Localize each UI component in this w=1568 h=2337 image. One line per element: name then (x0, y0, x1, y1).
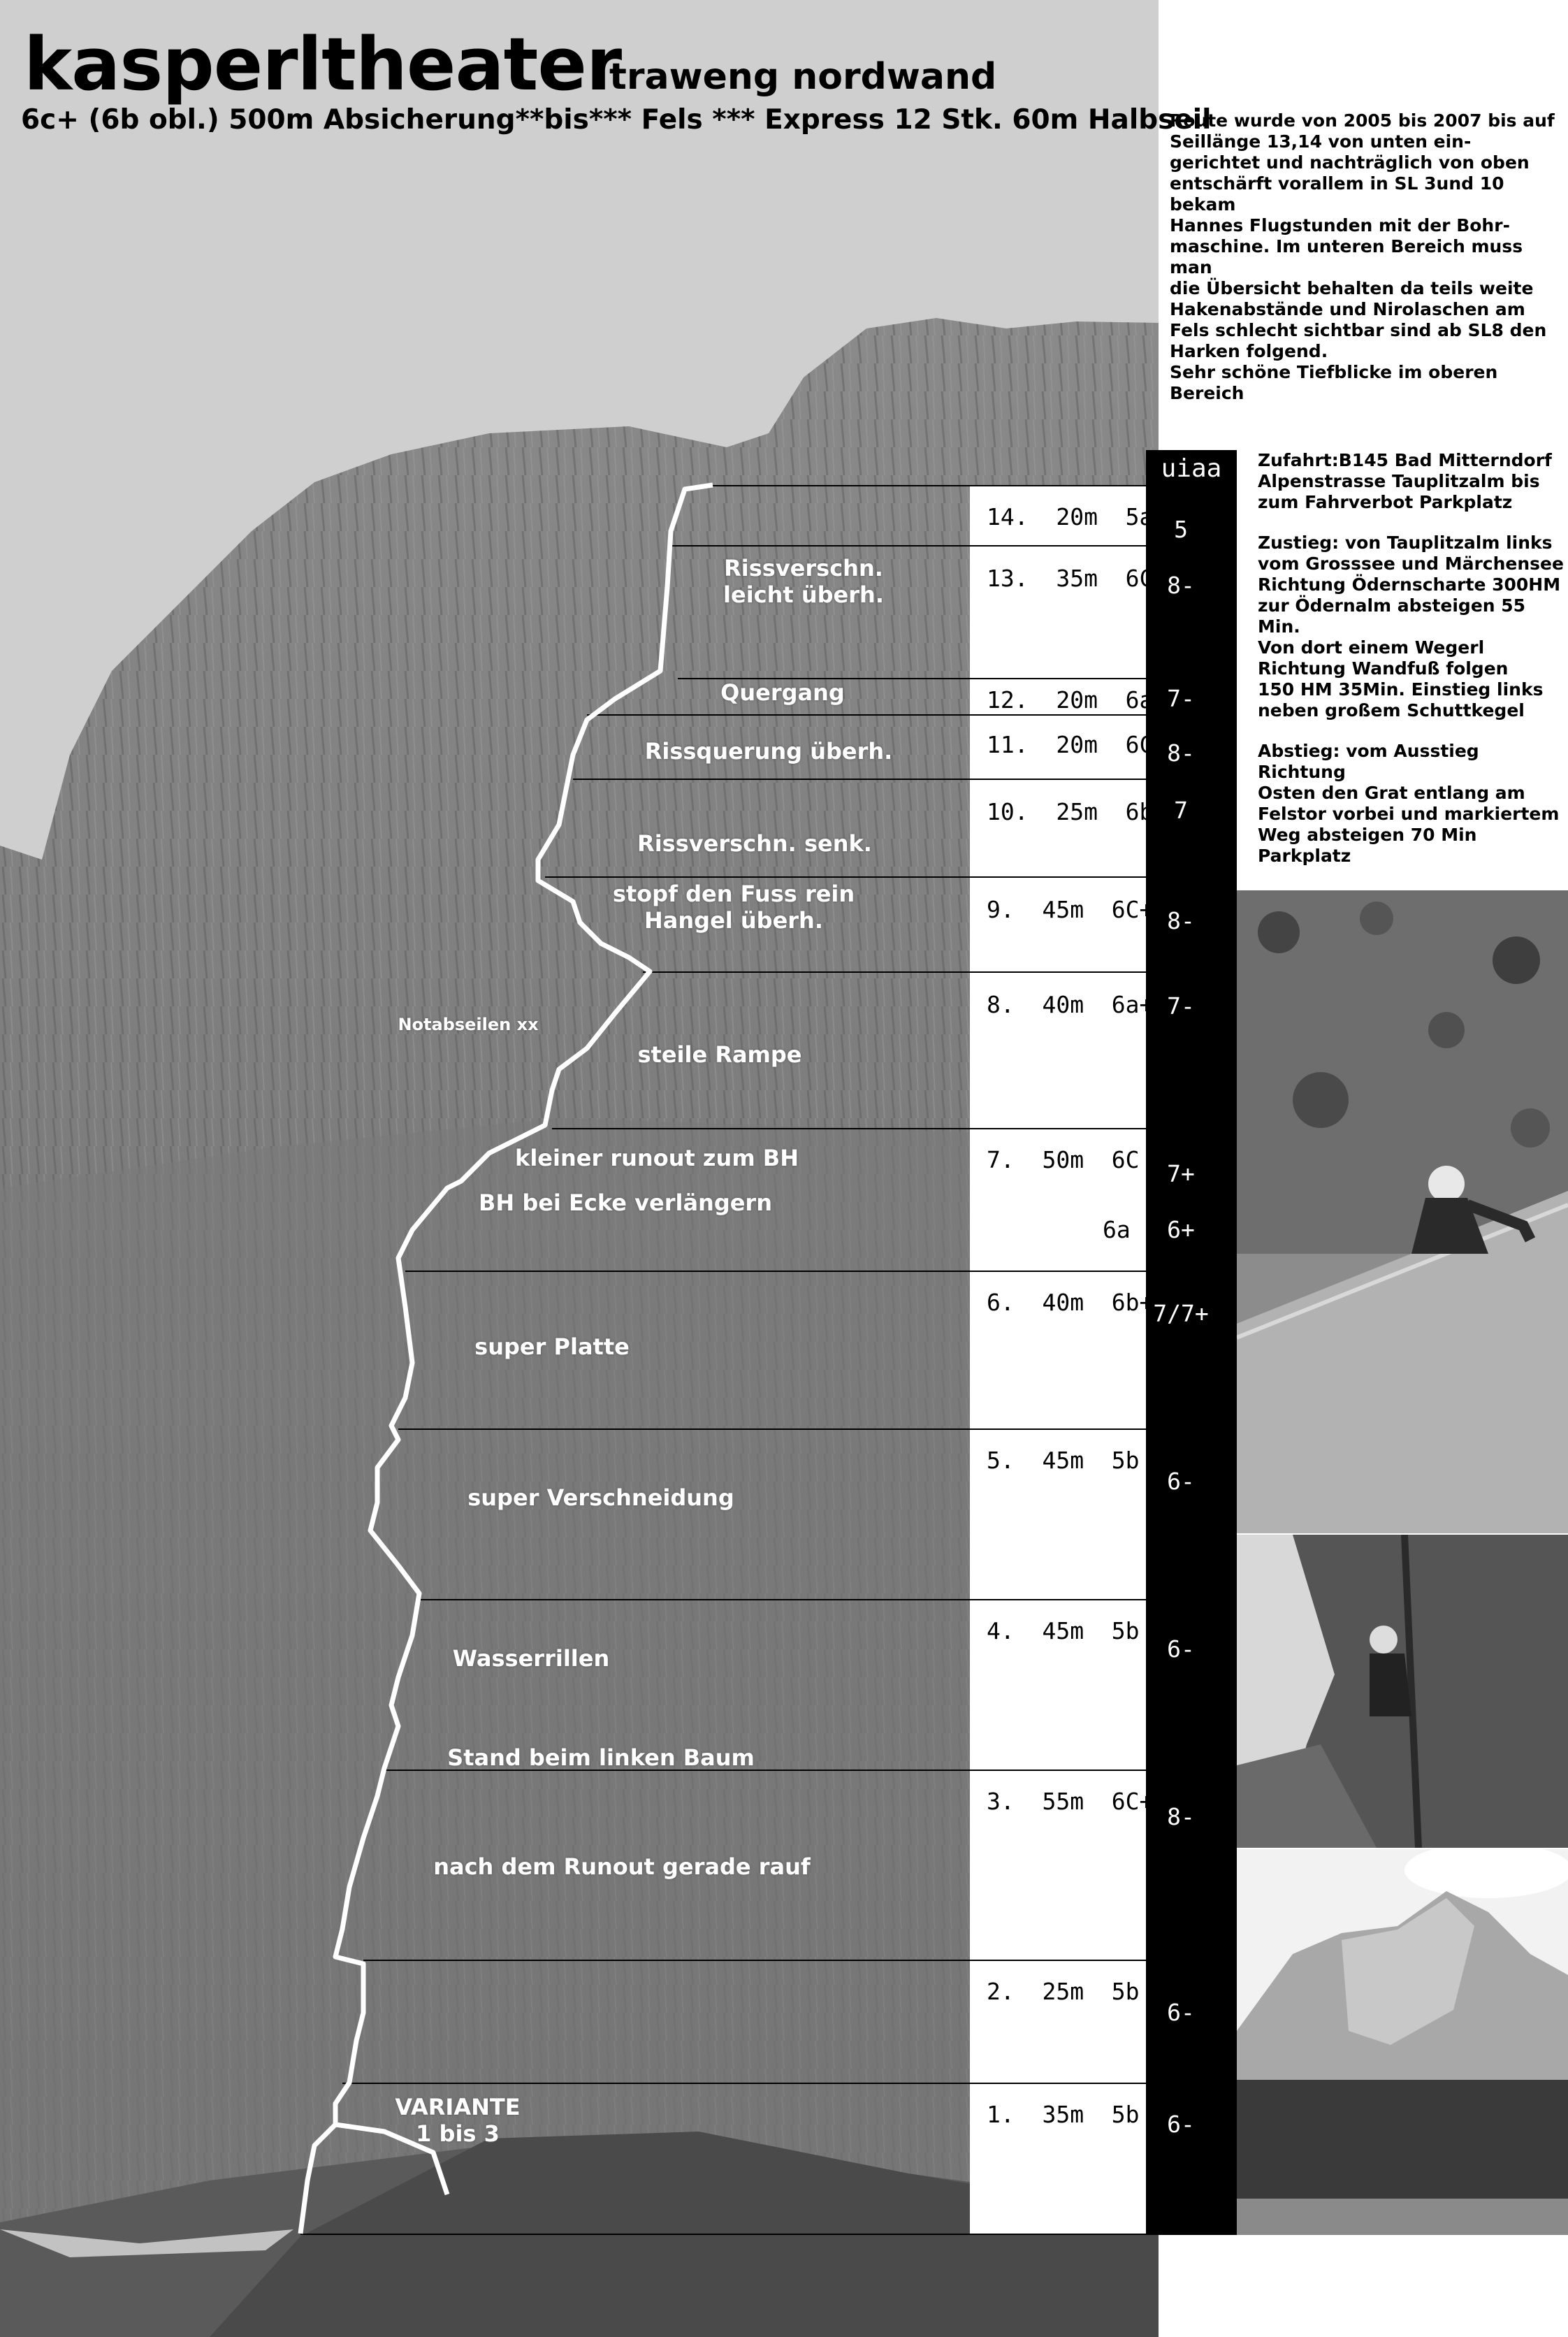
route-label: steile Rampe (637, 1041, 802, 1068)
uiaa-grade: 7 (1174, 797, 1188, 824)
zufahrt-text: Zufahrt:B145 Bad Mitterndorf Alpenstrasse Tauplitzalm bis zum Fahrverbot Parkplatz (1258, 450, 1552, 512)
route-label: Rissverschn. leicht überh. (723, 555, 884, 609)
pitch-10: 10. 25m 6b (987, 798, 1154, 825)
route-label: super Platte (474, 1333, 630, 1360)
pitch-3: 3. 55m 6C+ (987, 1788, 1154, 1815)
pitch-5: 5. 45m 5b (987, 1447, 1140, 1474)
pitch-2: 2. 25m 5b (987, 1978, 1140, 2005)
pitch-13: 13. 35m 6C+ (987, 565, 1168, 592)
pitch-6: 6. 40m 6b+ (987, 1289, 1154, 1316)
uiaa-grade: 6+ (1167, 1216, 1195, 1243)
uiaa-grade: 6- (1167, 1999, 1195, 2026)
pitch-11: 11. 20m 6C+ (987, 731, 1168, 758)
pitch-1: 1. 35m 5b (987, 2101, 1140, 2128)
pitch-12: 12. 20m 6a+ (987, 686, 1168, 714)
route-label: Rissverschn. senk. (637, 830, 872, 857)
page-title: kasperltheater (24, 22, 622, 107)
route-label: Quergang (720, 679, 845, 706)
uiaa-grade: 7- (1167, 992, 1195, 1020)
route-label: kleiner runout zum BH (515, 1145, 799, 1171)
route-specs: 6c+ (6b obl.) 500m Absicherung**bis*** Fels *** Express 12 Stk. 60m Halbseil (21, 104, 1212, 136)
uiaa-grade: 8- (1167, 572, 1195, 599)
route-label: VARIANTE 1 bis 3 (395, 2094, 521, 2148)
pitch-7-alt-grade: 6a (1103, 1216, 1131, 1243)
climber-in-crack-photo (1237, 1535, 1568, 1848)
page-subtitle: traweng nordwand (609, 56, 997, 98)
route-label: Rissquerung überh. (644, 738, 893, 765)
mountain-landscape-photo (1237, 1849, 1568, 2235)
abstieg-text: Abstieg: vom Ausstieg Richtung Osten den Grat entlang am Felstor vorbei und markiertem Weg absteigen 70 Min Parkplatz (1258, 741, 1560, 866)
zustieg-text: Zustieg: von Tauplitzalm links vom Grosssee und Märchensee Richtung Ödernscharte 300HM zur Ödernalm absteigen 55 Min. Von dort einem Wegerl Richtung Wandfuß folgen 150 HM 35Min. Einstieg links neben großem Schuttkegel (1258, 533, 1564, 721)
route-description: Route wurde von 2005 bis 2007 bis auf Seillänge 13,14 von unten ein- gerichtet und nachträglich von oben entschärft vorallem in SL 3und 10 bekam Hannes Flugstunden mit der Bohr- maschine. Im unteren Bereich muss man die Übersicht behalten da teils weite Hakenabstände und Nirolaschen am Fels schlecht sichtbar sind ab SL8 den Harken folgend. Sehr schöne Tiefblicke im oberen Bereich (1170, 110, 1555, 403)
route-label: Wasserrillen (452, 1645, 610, 1672)
uiaa-grade: 6- (1167, 1468, 1195, 1495)
climber-on-slab-photo (1237, 890, 1568, 1533)
pitch-7: 7. 50m 6C (987, 1146, 1140, 1173)
pitch-4: 4. 45m 5b (987, 1617, 1140, 1644)
pitch-8: 8. 40m 6a+ (987, 991, 1154, 1018)
pitch-14: 14. 20m 5a (987, 503, 1154, 530)
uiaa-grade: 5 (1174, 516, 1188, 543)
route-label: stopf den Fuss rein Hangel überh. (612, 881, 855, 934)
uiaa-grade: 8- (1167, 739, 1195, 767)
route-label: Notabseilen xx (398, 1015, 539, 1034)
route-label: super Verschneidung (467, 1484, 734, 1511)
pitch-9: 9. 45m 6C+ (987, 896, 1154, 923)
uiaa-grade: 7+ (1167, 1160, 1195, 1187)
uiaa-grade: 6- (1167, 1635, 1195, 1663)
uiaa-grade: 7/7+ (1153, 1300, 1209, 1327)
uiaa-grade: 7- (1167, 685, 1195, 712)
uiaa-grade: 8- (1167, 1803, 1195, 1830)
uiaa-grade: 8- (1167, 907, 1195, 934)
route-label: Stand beim linken Baum (447, 1744, 755, 1771)
route-label: nach dem Runout gerade rauf (433, 1853, 811, 1880)
uiaa-header: uiaa (1161, 454, 1222, 483)
uiaa-grade: 6- (1167, 2111, 1195, 2138)
route-label: BH bei Ecke verlängern (479, 1189, 772, 1216)
access-info (1258, 450, 1565, 886)
uiaa-grade-bar (1146, 450, 1237, 2235)
